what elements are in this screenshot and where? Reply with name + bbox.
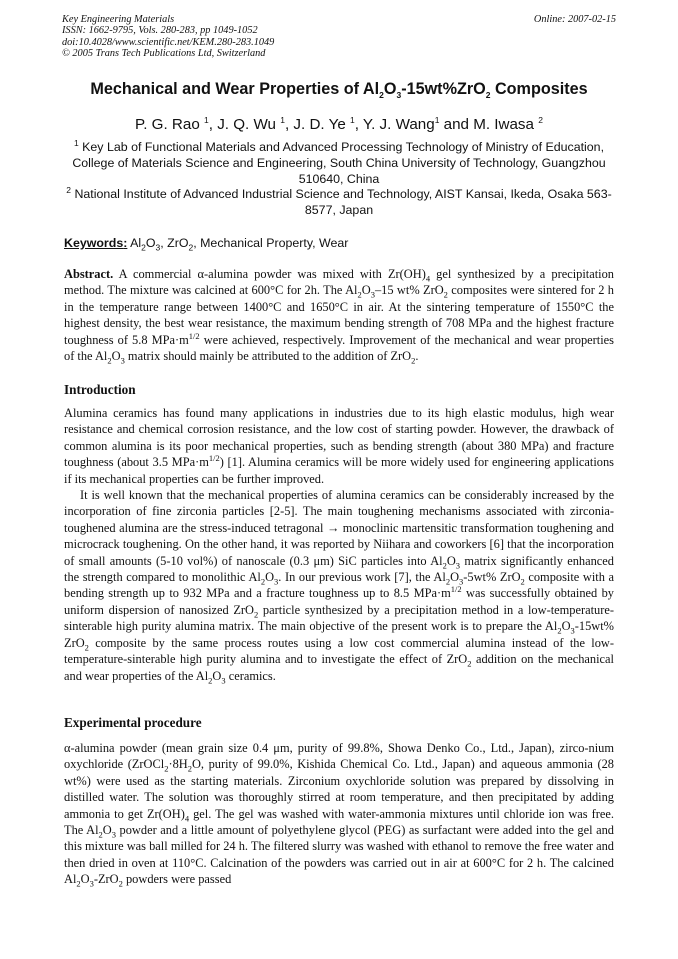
author-list: P. G. Rao $^1$, J. Q. Wu $^1$, J. D. Ye $^1$, Y. J. Wang$^1$ and M. Iwasa $^2$	[135, 114, 543, 133]
experimental-body	[64, 740, 614, 888]
author: Y. J. Wang	[362, 116, 435, 133]
issn-line: ISSN: 1662-9795, Vols. 280-283, pp 1049-1052	[62, 25, 258, 37]
copyright-line: © 2005 Trans Tech Publications Ltd, Switzerland	[62, 48, 266, 60]
experimental-paragraph: α-alumina powder (mean grain size 0.4 μm, purity of 99.8%, Showa Denko Co., Ltd., Japan), zirco-nium oxychloride ($ZrOCl_2\cdot 8H_2O$, purity of 99.0%, Kishida Chemical Co. Ltd., Japan) and aqueous ammonia (28 wt%) were used as the starting materials. Zirconium oxychloride solution was prepared by dissolving in distilled water. The solution was thoroughly stirred at room temperature, and then precipitated by adding ammonia to get $Zr(OH)_4$ gel. The gel was washed with water-ammonia mixtures until chloride ion was free. The $Al_2O_3$ powder and a little amount of polyethylene glycol (PEG) as surfactant were added into the gel and this mixture was ball milled for 24 h. The filtered slurry was washed with ethanol to remove the free water and then dried in oven at 110°C. Calcination of the powders was carried out in air at 600°C for 2 h. The calcined $Al_2O_3-ZrO_2$ powders were passed	[64, 741, 614, 889]
paper-title: Mechanical and Wear Properties of $Al_2O_3-15wt\%ZrO_2$ Composites	[90, 80, 588, 101]
online-date: Online: 2007-02-15	[533, 14, 616, 25]
author: M. Iwasa	[473, 116, 534, 133]
abstract-label: Abstract.	[64, 267, 114, 281]
author: J. D. Ye	[293, 116, 346, 133]
intro-paragraph-2: It is well known that the mechanical properties of alumina ceramics can be considerably increased by the incorporation of fine zirconia particles [2-5]. The main toughening mechanisms associated with zirconia-toughened alumina are the stress-induced tetragonal → monoclinic martensitic transformation toughening and microcrack toughening. On the other hand, it was reported by Niihara and coworkers [6] that the incorporation of small amounts (5-10 vol%) of nanoscale (0.3 μm) SiC particles into $Al_2O_3$ matrix significantly enhanced the strength compared to monolithic $Al_2O_3$. In our previous work [7], the $Al_2O_3-5wt\%$ ZrO$_2$ composite with a bending strength up to 932 MPa and a fracture toughness up to 8.5 $MPa\cdot m^{1/2}$ was successfully obtained by uniform dispersion of nanosized ZrO$_2$ particle synthesized by a precipitation method in a low-temperature-sinterable high purity alumina matrix. The main objective of the present work is to prepare the $Al_2O_3-15wt\%$ ZrO$_2$ composite by the same process routes using a low cost commercial alumina instead of the low-temperature-sinterable high purity alumina and to investigate the effect of ZrO$_2$ addition on the mechanical and wear properties of the $Al_2O_3$ ceramics.	[64, 488, 615, 685]
intro-paragraph-1: Alumina ceramics has found many applications in industries due to its high elastic modulus, high wear resistance and chemical corrosion resistance, and the low cost of starting powder. However, the drawback of common alumina is its poor mechanical properties, such as bending strength (about 380 MPa) and fracture toughness (about 3.5 $MPa\cdot m^{1/2}$) [1]. Alumina ceramics will be more widely used for engineering applications if its mechanical properties can be further improved.	[64, 406, 615, 486]
journal-name: Key Engineering Materials	[62, 14, 175, 25]
experimental-heading: Experimental procedure	[64, 715, 202, 730]
abstract: Abstract. A commercial α-alumina powder was mixed with $Zr(OH)_4$ gel synthesized by a precipitation method. The mixture was calcined at 600°C for 2h. The $Al_2O_3-15$ wt% ZrO$_2$ composites were sintered for 2 h in the temperature range between 1400°C and 1650°C in air. At the sintering temperature of 1550°C the highest density, the best wear resistance, the maximum bending strength of 708 MPa and the highest fracture toughness of 5.8 $MPa\cdot m^{1/2}$ were achieved, respectively. Improvement of the mechanical and wear properties of the $Al_2O_3$ matrix should mainly be attributed to the addition of ZrO$_2$.	[64, 267, 615, 366]
affiliation-2: $^2$ National Institute of Advanced Industrial Science and Technology, AIST Kansai, Ikeda, Osaka 563-8577, Japan	[66, 184, 612, 217]
introduction-body	[64, 405, 614, 684]
keywords: Keywords: $Al_2O_3$, ZrO$_2$, Mechanical Property, Wear	[64, 236, 349, 253]
introduction-heading: Introduction	[64, 382, 136, 397]
doi-line: doi:10.4028/www.scientific.net/KEM.280-283.1049	[62, 36, 275, 48]
keywords-label: Keywords	[64, 236, 124, 250]
author: P. G. Rao	[135, 116, 200, 133]
author: J. Q. Wu	[217, 116, 276, 133]
affiliation-1: $^1$ Key Lab of Functional Materials and Advanced Processing Technology of Ministry of Education, College of Materials Science and Engineering, South China University of Technology, Guangzhou 510640, China	[72, 137, 606, 186]
journal-header	[62, 14, 618, 60]
